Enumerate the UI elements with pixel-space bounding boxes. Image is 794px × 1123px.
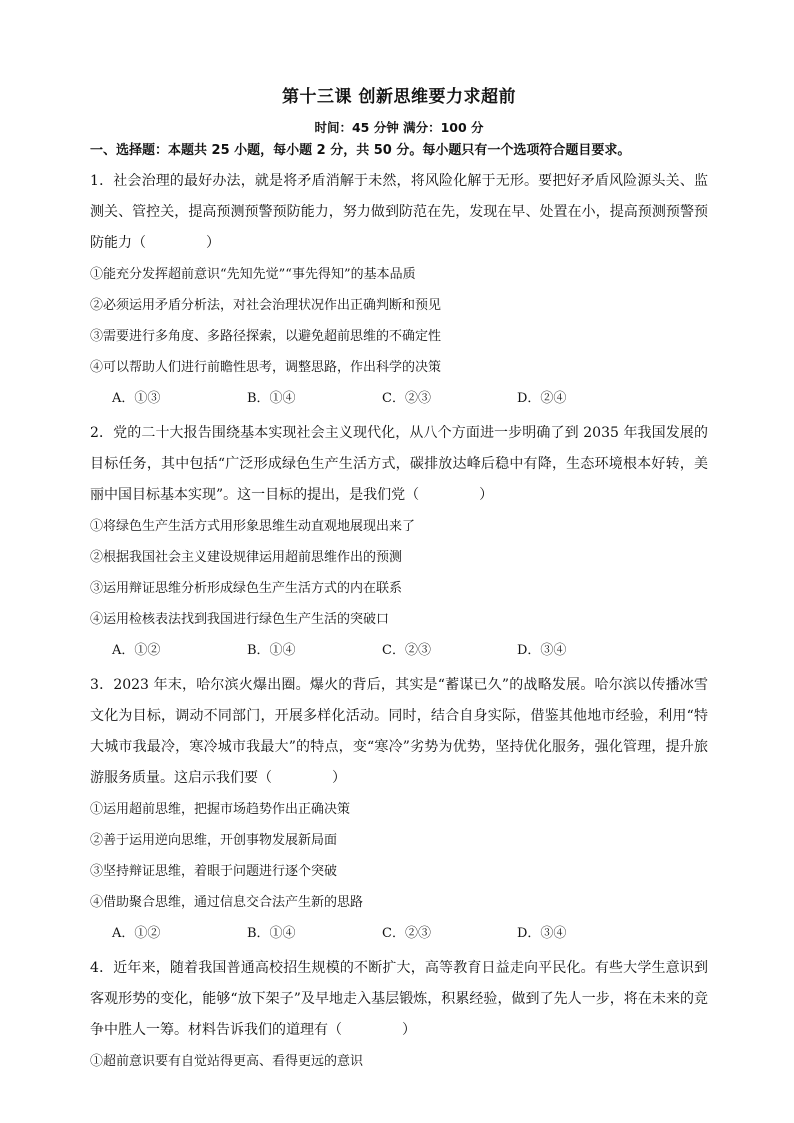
section-heading: 一、选择题：本题共 25 小题，每小题 2 分，共 50 分。每小题只有一个选项符合题目要求。 (90, 143, 631, 158)
statement-option: ①运用超前思维，把握市场趋势作出正确决策 (90, 802, 351, 817)
statement-option: ④运用检核表法找到我国进行绿色生产生活的突破口 (90, 612, 390, 627)
choice-d[interactable]: D．③④ (517, 926, 567, 941)
statement-option: ④借助聚合思维，通过信息交合法产生新的思路 (90, 895, 364, 910)
choice-c[interactable]: C．②③ (382, 391, 431, 406)
statement-option: ③坚持辩证思维，着眼于问题进行逐个突破 (90, 864, 338, 879)
statement-option: ②根据我国社会主义建设规律运用超前思维作出的预测 (90, 550, 403, 565)
statement-option: ③需要进行多角度、多路径探索，以避免超前思维的不确定性 (90, 329, 442, 344)
statement-option: ①超前意识要有自觉站得更高、看得更远的意识 (90, 1054, 364, 1069)
choice-b[interactable]: B．①④ (247, 391, 296, 406)
question-4 (90, 953, 708, 1077)
answer-choices (90, 635, 708, 666)
question-1 (90, 166, 708, 414)
statement-option: ②善于运用逆向思维，开创事物发展新局面 (90, 833, 338, 848)
answer-choices (90, 383, 708, 414)
choice-b[interactable]: B．①④ (247, 926, 296, 941)
choice-a[interactable]: A．①③ (112, 391, 161, 406)
choice-a[interactable]: A．①② (112, 926, 161, 941)
question-stem: 1．社会治理的最好办法，就是将矛盾消解于未然，将风险化解于无形。要把好矛盾风险源头关、监测关、管控关，提高预测预警预防能力，努力做到防范在先，发现在早、处置在小，提高预测预警预防能力（ ） (90, 173, 708, 251)
statement-option: ①将绿色生产生活方式用形象思维生动直观地展现出来了 (90, 519, 416, 534)
question-stem: 4．近年来，随着我国普通高校招生规模的不断扩大，高等教育日益走向平民化。有些大学生意识到客观形势的变化，能够“放下架子”及早地走入基层锻炼，积累经验，做到了先人一步，将在未来的竞争中胜人一筹。材料告诉我们的道理有（ ） (90, 960, 708, 1038)
answer-choices (90, 918, 708, 949)
choice-b[interactable]: B．①④ (247, 643, 296, 658)
page-title: 第十三课 创新思维要力求超前 (282, 87, 516, 107)
exam-meta: 时间：45 分钟 满分：100 分 (314, 120, 484, 135)
choice-d[interactable]: D．②④ (517, 391, 567, 406)
statement-option: ①能充分发挥超前意识“先知先觉”“事先得知”的基本品质 (90, 267, 416, 282)
choice-a[interactable]: A．①② (112, 643, 161, 658)
statement-option: ②必须运用矛盾分析法，对社会治理状况作出正确判断和预见 (90, 298, 442, 313)
question-stem: 2．党的二十大报告围绕基本实现社会主义现代化，从八个方面进一步明确了到 2035 年我国发展的目标任务，其中包括“广泛形成绿色生产生活方式，碳排放达峰后稳中有降，生态环境根本好转，美丽中国目标基本实现”。这一目标的提出，是我们党（ ） (90, 425, 708, 503)
choice-c[interactable]: C．②③ (382, 926, 431, 941)
question-stem: 3．2023 年末，哈尔滨火爆出圈。爆火的背后，其实是“蓄谋已久”的战略发展。哈尔滨以传播冰雪文化为目标，调动不同部门，开展多样化活动。同时，结合自身实际，借鉴其他地市经验，利用“特大城市我最冷，寒冷城市我最大”的特点，变“寒冷”劣势为优势，坚持优化服务，强化管理，提升旅游服务质量。这启示我们要（ ） (90, 677, 708, 786)
question-3 (90, 670, 708, 949)
statement-option: ③运用辩证思维分析形成绿色生产生活方式的内在联系 (90, 581, 403, 596)
choice-d[interactable]: D．③④ (517, 643, 567, 658)
question-2 (90, 418, 708, 666)
choice-c[interactable]: C．②③ (382, 643, 431, 658)
statement-option: ④可以帮助人们进行前瞻性思考，调整思路，作出科学的决策 (90, 360, 442, 375)
